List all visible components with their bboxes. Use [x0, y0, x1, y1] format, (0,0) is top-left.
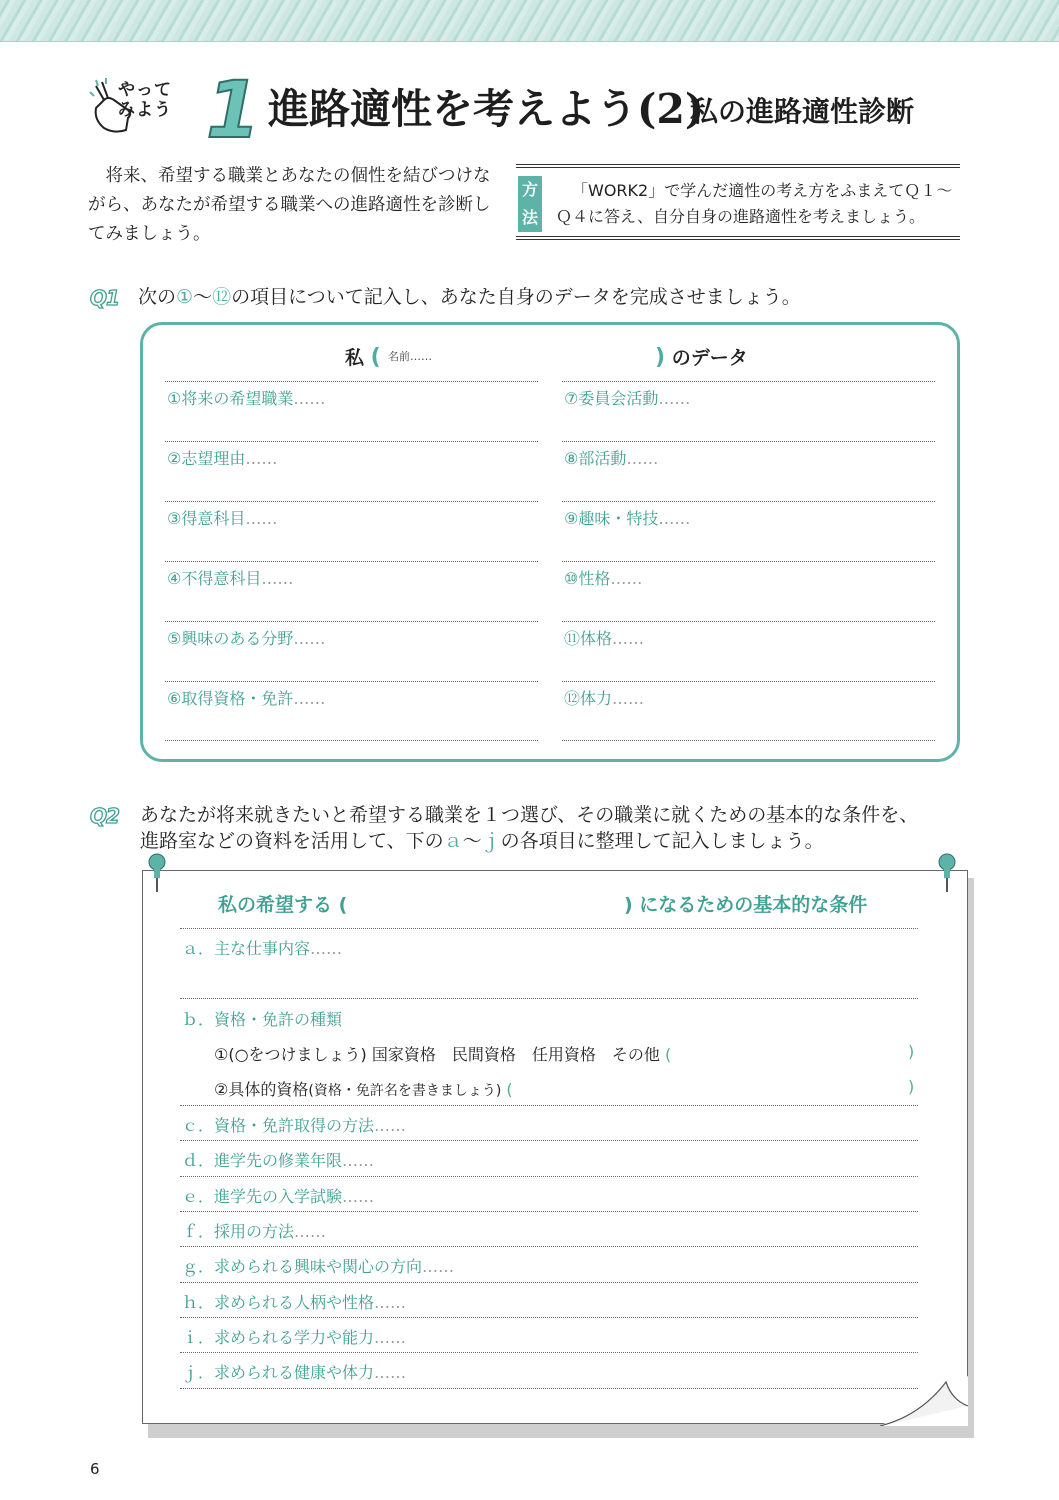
q2-heading-right: ) になるための基本的な条件 — [624, 894, 868, 916]
q2-line — [180, 998, 918, 999]
q1-row-label: ⑨趣味・特技…… — [564, 509, 691, 528]
q2-heading-left: 私の希望する ( — [218, 894, 348, 916]
q1-question: 次の①〜⑫の項目について記入し、あなた自身のデータを完成させましょう。 — [138, 286, 801, 308]
q1-row-label: ⑦委員会活動…… — [564, 389, 691, 408]
q2-badge: Q2 — [90, 804, 119, 828]
q1-row-label: ③得意科目…… — [167, 509, 278, 528]
q2-item: ｊ．求められる健康や体力…… — [182, 1363, 407, 1383]
q2-item: ｃ．資格・免許取得の方法…… — [182, 1116, 407, 1135]
q2-b1-close-paren: ) — [908, 1042, 915, 1061]
q1-row-label: ④不得意科目…… — [167, 569, 294, 588]
q1-right-last-line — [562, 740, 935, 741]
q1-data-row — [165, 561, 538, 621]
q1-data-row — [165, 381, 538, 441]
q2-line — [180, 1352, 918, 1353]
q2-line — [180, 1282, 918, 1283]
page-number: 6 — [90, 1460, 100, 1478]
page-curl-icon — [880, 1376, 970, 1426]
q1-data-row — [562, 681, 935, 741]
q1-row-label: ⑩性格…… — [564, 569, 643, 588]
method-box — [516, 164, 960, 240]
q2-item-a: ａ．主な仕事内容…… — [182, 939, 343, 958]
q1-data-row — [165, 501, 538, 561]
page-subtitle: 私の進路適性診断 — [690, 95, 915, 128]
yatte-miyou-badge: やって みよう — [118, 80, 172, 120]
q1-row-label: ⑪体格…… — [564, 629, 645, 648]
push-pin-right-icon — [932, 852, 962, 894]
method-text: 「WORK2」で学んだ適性の考え方をふまえてＱ１〜Ｑ４に答え、自分自身の進路適性を考えましょう。 — [556, 181, 953, 226]
q2-line — [180, 928, 918, 929]
q2-line — [180, 1140, 918, 1141]
activity-number: 1 — [206, 66, 261, 156]
q1-data-row — [562, 381, 935, 441]
q2-line — [180, 1105, 918, 1106]
q1-data-row — [165, 681, 538, 741]
q2-item: ｈ．求められる人柄や性格…… — [182, 1292, 407, 1312]
q2-question-line1: あなたが将来就きたいと希望する職業を１つ選び、その職業に就くための基本的な条件を、 — [140, 804, 919, 826]
q1-row-label: ⑥取得資格・免許…… — [167, 689, 326, 708]
q1-data-row — [165, 441, 538, 501]
q1-data-row — [165, 621, 538, 681]
q1-row-label: ⑫体力…… — [564, 689, 645, 708]
push-pin-left-icon — [142, 852, 172, 894]
q2-b2-close-paren: ) — [908, 1077, 915, 1096]
q1-data-row — [562, 441, 935, 501]
intro-text: 将来、希望する職業とあなたの個性を結びつけながら、あなたが希望する職業への進路適性を診断してみましょう。 — [88, 166, 491, 244]
q2-question-line2: 進路室などの資料を活用して、下のａ〜ｊの各項目に整理して記入しましょう。 — [140, 830, 824, 852]
q1-data-row — [562, 501, 935, 561]
q1-heading-left: 私 ( — [345, 345, 381, 370]
q1-row-label: ①将来の希望職業…… — [167, 389, 326, 408]
q2-line — [180, 1246, 918, 1247]
q1-data-row — [562, 561, 935, 621]
q1-row-label: ②志望理由…… — [167, 449, 278, 468]
q2-line — [180, 1211, 918, 1212]
method-label: 方 法 — [518, 176, 542, 232]
q2-item: ｉ．求められる学力や能力…… — [182, 1327, 407, 1347]
q2-item-b: ｂ．資格・免許の種類 — [182, 1010, 343, 1029]
q2-b2-row: ②具体的資格(資格・免許名を書きましょう) ( — [214, 1080, 513, 1099]
q1-name-label: 名前…… — [388, 350, 432, 363]
q1-row-label: ⑧部活動…… — [564, 449, 659, 468]
q1-data-row — [562, 621, 935, 681]
q2-line — [180, 1176, 918, 1177]
page-title: 進路適性を考えよう(2) — [268, 85, 705, 133]
q2-b1-row: ①(○をつけましょう) 国家資格 民間資格 任用資格 その他 ( — [214, 1045, 672, 1064]
q2-item: ｅ．進学先の入学試験…… — [182, 1186, 375, 1206]
q2-item: ｇ．求められる興味や関心の方向…… — [182, 1257, 455, 1277]
q1-row-label: ⑤興味のある分野…… — [167, 629, 326, 648]
q1-badge: Q1 — [90, 286, 119, 310]
q1-heading-right: ) のデータ — [655, 345, 748, 370]
q2-item: ｆ．採用の方法…… — [182, 1221, 327, 1241]
top-decorative-band — [0, 0, 1059, 42]
q2-line — [180, 1317, 918, 1318]
q1-left-last-line — [165, 740, 538, 741]
q2-line — [180, 1388, 918, 1389]
q2-item: ｄ．進学先の修業年限…… — [182, 1151, 375, 1171]
